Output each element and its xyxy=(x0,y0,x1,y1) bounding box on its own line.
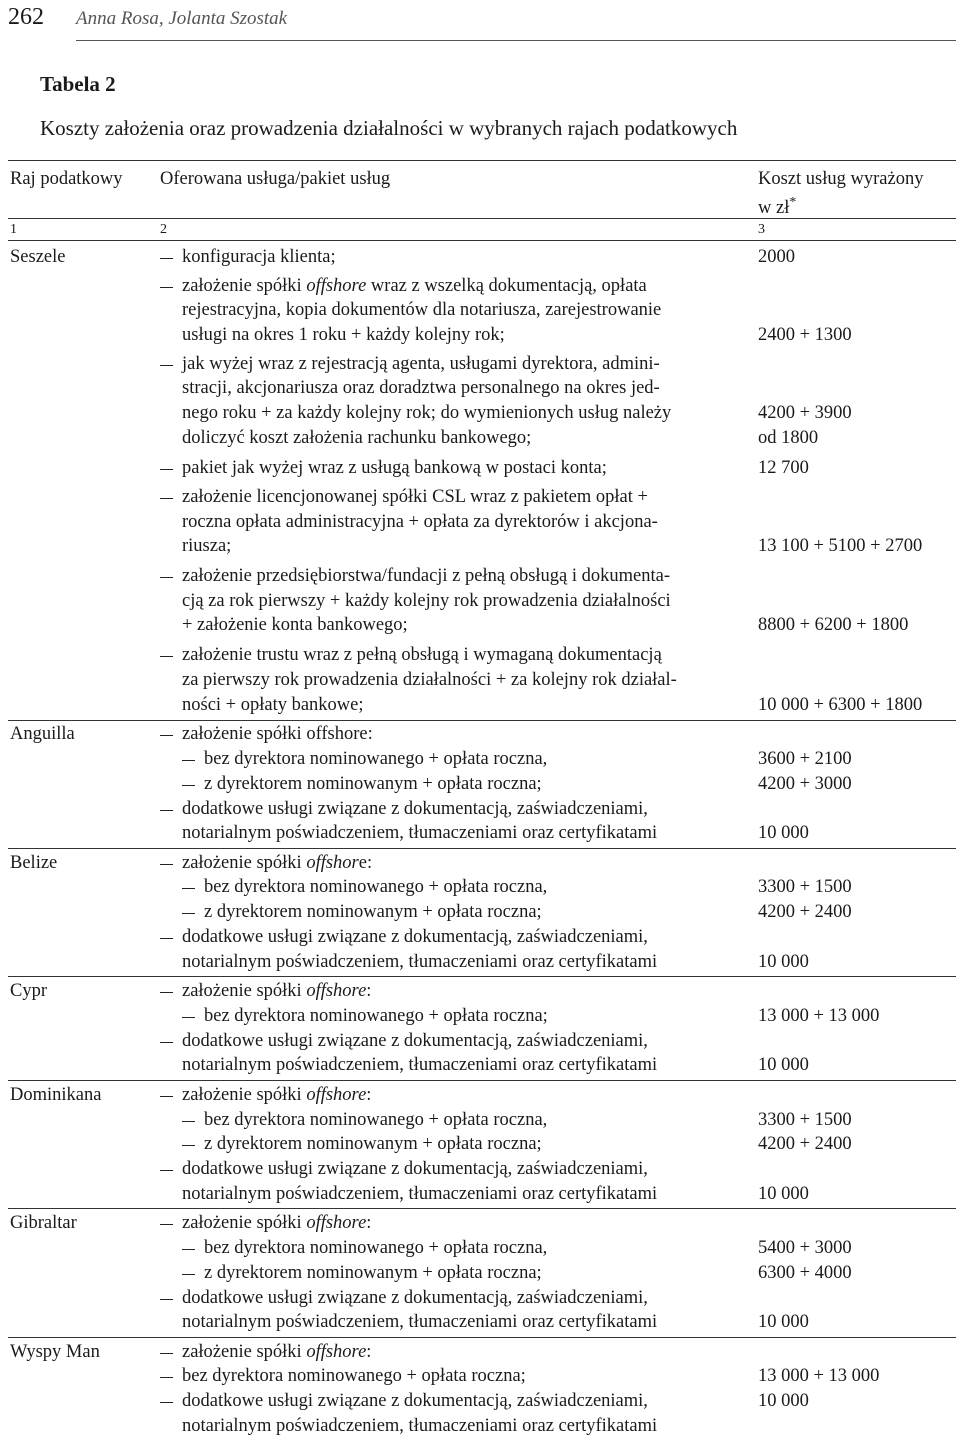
service-text: bez dyrektora nominowanego + opłata roczna, xyxy=(204,877,548,897)
service-text: jak wyżej wraz z rejestracją agenta, usługami dyrektora, admini- xyxy=(182,354,660,374)
service-text: bez dyrektora nominowanego + opłata roczna; xyxy=(204,1006,548,1026)
service-text: za pierwszy rok prowadzenia działalności + za kolejny rok działal- xyxy=(182,670,677,690)
cost-value: 6300 + 4000 xyxy=(758,1263,852,1283)
list-dash xyxy=(160,735,173,736)
list-dash xyxy=(160,810,173,811)
cost-value: 10 000 + 6300 + 1800 xyxy=(758,695,923,715)
list-dash xyxy=(160,365,173,366)
country-cell: Dominikana xyxy=(10,1085,102,1105)
service-text: pakiet jak wyżej wraz z usługą bankową w postaci konta; xyxy=(182,458,607,478)
col-header-cost-unit xyxy=(758,191,796,220)
list-dash xyxy=(182,785,195,786)
list-dash xyxy=(160,1170,173,1171)
cost-value: 10 000 xyxy=(758,1055,809,1075)
cost-value: 10 000 xyxy=(758,1391,809,1411)
service-text: bez dyrektora nominowanego + opłata roczna; xyxy=(182,1366,526,1386)
service-text: dodatkowe usługi związane z dokumentacją, zaświadczeniami, xyxy=(182,1159,648,1179)
cost-value: 10 000 xyxy=(758,823,809,843)
header-rule-2 xyxy=(8,240,956,241)
list-dash xyxy=(182,1274,195,1275)
italic-term: offshore xyxy=(306,1085,367,1105)
header-rule-1 xyxy=(8,218,956,219)
list-dash xyxy=(160,469,173,470)
cost-value: 8800 + 6200 + 1800 xyxy=(758,615,909,635)
list-dash xyxy=(160,1402,173,1403)
service-text: usługi na okres 1 roku + każdy kolejny rok; xyxy=(182,325,505,345)
col-header-cost: Koszt usług wyrażony xyxy=(758,169,924,189)
service-text: notarialnym poświadczeniem, tłumaczeniami oraz certyfikatami xyxy=(182,823,658,843)
cost-value: 3600 + 2100 xyxy=(758,749,852,769)
service-text: roczna opłata administracyjna + opłata za dyrektorów i akcjona- xyxy=(182,512,658,532)
service-text: założenie spółki offshore: xyxy=(182,981,372,1001)
country-cell: Wyspy Man xyxy=(10,1342,100,1362)
list-dash xyxy=(160,498,173,499)
cost-value: 4200 + 3000 xyxy=(758,774,852,794)
service-text: dodatkowe usługi związane z dokumentacją, zaświadczeniami, xyxy=(182,799,648,819)
table-top-rule xyxy=(8,160,956,161)
country-cell: Anguilla xyxy=(10,724,75,744)
cost-value: 12 700 xyxy=(758,458,809,478)
italic-term: offshore xyxy=(306,276,367,296)
list-dash xyxy=(160,1042,173,1043)
list-dash xyxy=(182,888,195,889)
service-text: z dyrektorem nominowanym + opłata roczna; xyxy=(204,774,542,794)
service-text: założenie spółki offshore: xyxy=(182,853,373,873)
list-dash xyxy=(160,864,173,865)
service-text: notarialnym poświadczeniem, tłumaczeniami oraz certyfikatami xyxy=(182,1312,658,1332)
service-text: ności + opłaty bankowe; xyxy=(182,695,364,715)
service-text: założenie trustu wraz z pełną obsługą i wymaganą dokumentacją xyxy=(182,645,662,665)
service-text: cją za rok pierwszy + każdy kolejny rok prowadzenia działalności xyxy=(182,591,671,611)
service-text: stracji, akcjonariusza oraz doradztwa personalnego na okres jed- xyxy=(182,378,660,398)
service-text: rejestracyjna, kopia dokumentów dla notariusza, zarejestrowanie xyxy=(182,300,662,320)
cost-value: 2400 + 1300 xyxy=(758,325,852,345)
list-dash xyxy=(182,1249,195,1250)
cost-value: 13 000 + 13 000 xyxy=(758,1366,880,1386)
service-text: założenie spółki offshore: xyxy=(182,724,373,744)
service-text: dodatkowe usługi związane z dokumentacją, zaświadczeniami, xyxy=(182,1288,648,1308)
list-dash xyxy=(182,760,195,761)
service-text: założenie licencjonowanej spółki CSL wraz z pakietem opłat + xyxy=(182,487,648,507)
italic-term: offshor xyxy=(306,853,359,873)
italic-term: offshore xyxy=(306,1342,367,1362)
service-text: z dyrektorem nominowanym + opłata roczna; xyxy=(204,902,542,922)
service-text: notarialnym poświadczeniem, tłumaczeniami oraz certyfikatami xyxy=(182,952,658,972)
service-text: z dyrektorem nominowanym + opłata roczna; xyxy=(204,1134,542,1154)
row-separator xyxy=(8,976,956,977)
page-number: 262 xyxy=(8,4,44,30)
cost-value: 13 000 + 13 000 xyxy=(758,1006,880,1026)
table-title: Koszty założenia oraz prowadzenia działalności w wybranych rajach podatkowych xyxy=(40,116,738,140)
col-header-country: Raj podatkowy xyxy=(10,169,123,189)
col-header-service: Oferowana usługa/pakiet usług xyxy=(160,169,391,189)
service-text: + założenie konta bankowego; xyxy=(182,615,408,635)
service-text: bez dyrektora nominowanego + opłata roczna, xyxy=(204,749,548,769)
italic-term: offshore xyxy=(306,1213,367,1233)
header-rule xyxy=(76,40,956,41)
italic-term: offshore xyxy=(306,981,367,1001)
service-text: bez dyrektora nominowanego + opłata roczna, xyxy=(204,1110,548,1130)
country-cell: Cypr xyxy=(10,981,47,1001)
cost-value: 10 000 xyxy=(758,1312,809,1332)
country-cell: Seszele xyxy=(10,247,66,267)
service-text: założenie spółki offshore: xyxy=(182,1213,372,1233)
list-dash xyxy=(160,938,173,939)
service-text: notarialnym poświadczeniem, tłumaczeniami oraz certyfikatami xyxy=(182,1184,658,1204)
list-dash xyxy=(182,1121,195,1122)
service-text: notarialnym poświadczeniem, tłumaczeniami oraz certyfikatami xyxy=(182,1055,658,1075)
cost-value: 4200 + 2400 xyxy=(758,1134,852,1154)
service-text: założenie spółki offshore: xyxy=(182,1342,372,1362)
col-number-2: 2 xyxy=(160,222,167,237)
footnote-mark: * xyxy=(789,195,797,210)
list-dash xyxy=(160,1299,173,1300)
service-text: dodatkowe usługi związane z dokumentacją, zaświadczeniami, xyxy=(182,927,648,947)
service-text: nego roku + za każdy kolejny rok; do wymienionych usług należy xyxy=(182,403,672,423)
list-dash xyxy=(160,258,173,259)
list-dash xyxy=(160,992,173,993)
cost-value: 10 000 xyxy=(758,952,809,972)
country-cell: Belize xyxy=(10,853,58,873)
service-text: riusza; xyxy=(182,536,232,556)
list-dash xyxy=(182,1145,195,1146)
service-text: założenie spółki offshore wraz z wszelką dokumentacją, opłata xyxy=(182,276,647,296)
list-dash xyxy=(160,1353,173,1354)
cost-value: od 1800 xyxy=(758,428,819,448)
cost-value: 5400 + 3000 xyxy=(758,1238,852,1258)
list-dash xyxy=(160,287,173,288)
row-separator xyxy=(8,1337,956,1338)
cost-value: 2000 xyxy=(758,247,795,267)
service-text: dodatkowe usługi związane z dokumentacją, zaświadczeniami, xyxy=(182,1391,648,1411)
service-text: założenie przedsiębiorstwa/fundacji z pełną obsługą i dokumenta- xyxy=(182,566,671,586)
cost-value: 4200 + 2400 xyxy=(758,902,852,922)
row-separator xyxy=(8,1208,956,1209)
row-separator xyxy=(8,720,956,721)
service-text: bez dyrektora nominowanego + opłata roczna, xyxy=(204,1238,548,1258)
list-dash xyxy=(160,1224,173,1225)
col-header-cost-unit-text: w zł xyxy=(758,198,790,219)
list-dash xyxy=(182,1017,195,1018)
service-text: z dyrektorem nominowanym + opłata roczna; xyxy=(204,1263,542,1283)
country-cell: Gibraltar xyxy=(10,1213,77,1233)
cost-value: 4200 + 3900 xyxy=(758,403,852,423)
row-separator xyxy=(8,1080,956,1081)
list-dash xyxy=(160,1096,173,1097)
list-dash xyxy=(160,577,173,578)
cost-value: 3300 + 1500 xyxy=(758,1110,852,1130)
table-label: Tabela 2 xyxy=(40,72,116,96)
list-dash xyxy=(160,1377,173,1378)
service-text: dodatkowe usługi związane z dokumentacją, zaświadczeniami, xyxy=(182,1031,648,1051)
service-text: notarialnym poświadczeniem, tłumaczeniami oraz certyfikatami xyxy=(182,1416,658,1436)
running-header xyxy=(0,0,960,40)
col-number-1: 1 xyxy=(10,222,17,237)
list-dash xyxy=(182,913,195,914)
cost-value: 13 100 + 5100 + 2700 xyxy=(758,536,923,556)
cost-value: 3300 + 1500 xyxy=(758,877,852,897)
row-separator xyxy=(8,848,956,849)
running-authors: Anna Rosa, Jolanta Szostak xyxy=(76,8,288,29)
service-text: konfiguracja klienta; xyxy=(182,247,336,267)
service-text: doliczyć koszt założenia rachunku bankowego; xyxy=(182,428,532,448)
col-number-3: 3 xyxy=(758,222,765,237)
cost-value: 10 000 xyxy=(758,1184,809,1204)
service-text: założenie spółki offshore: xyxy=(182,1085,372,1105)
list-dash xyxy=(160,656,173,657)
